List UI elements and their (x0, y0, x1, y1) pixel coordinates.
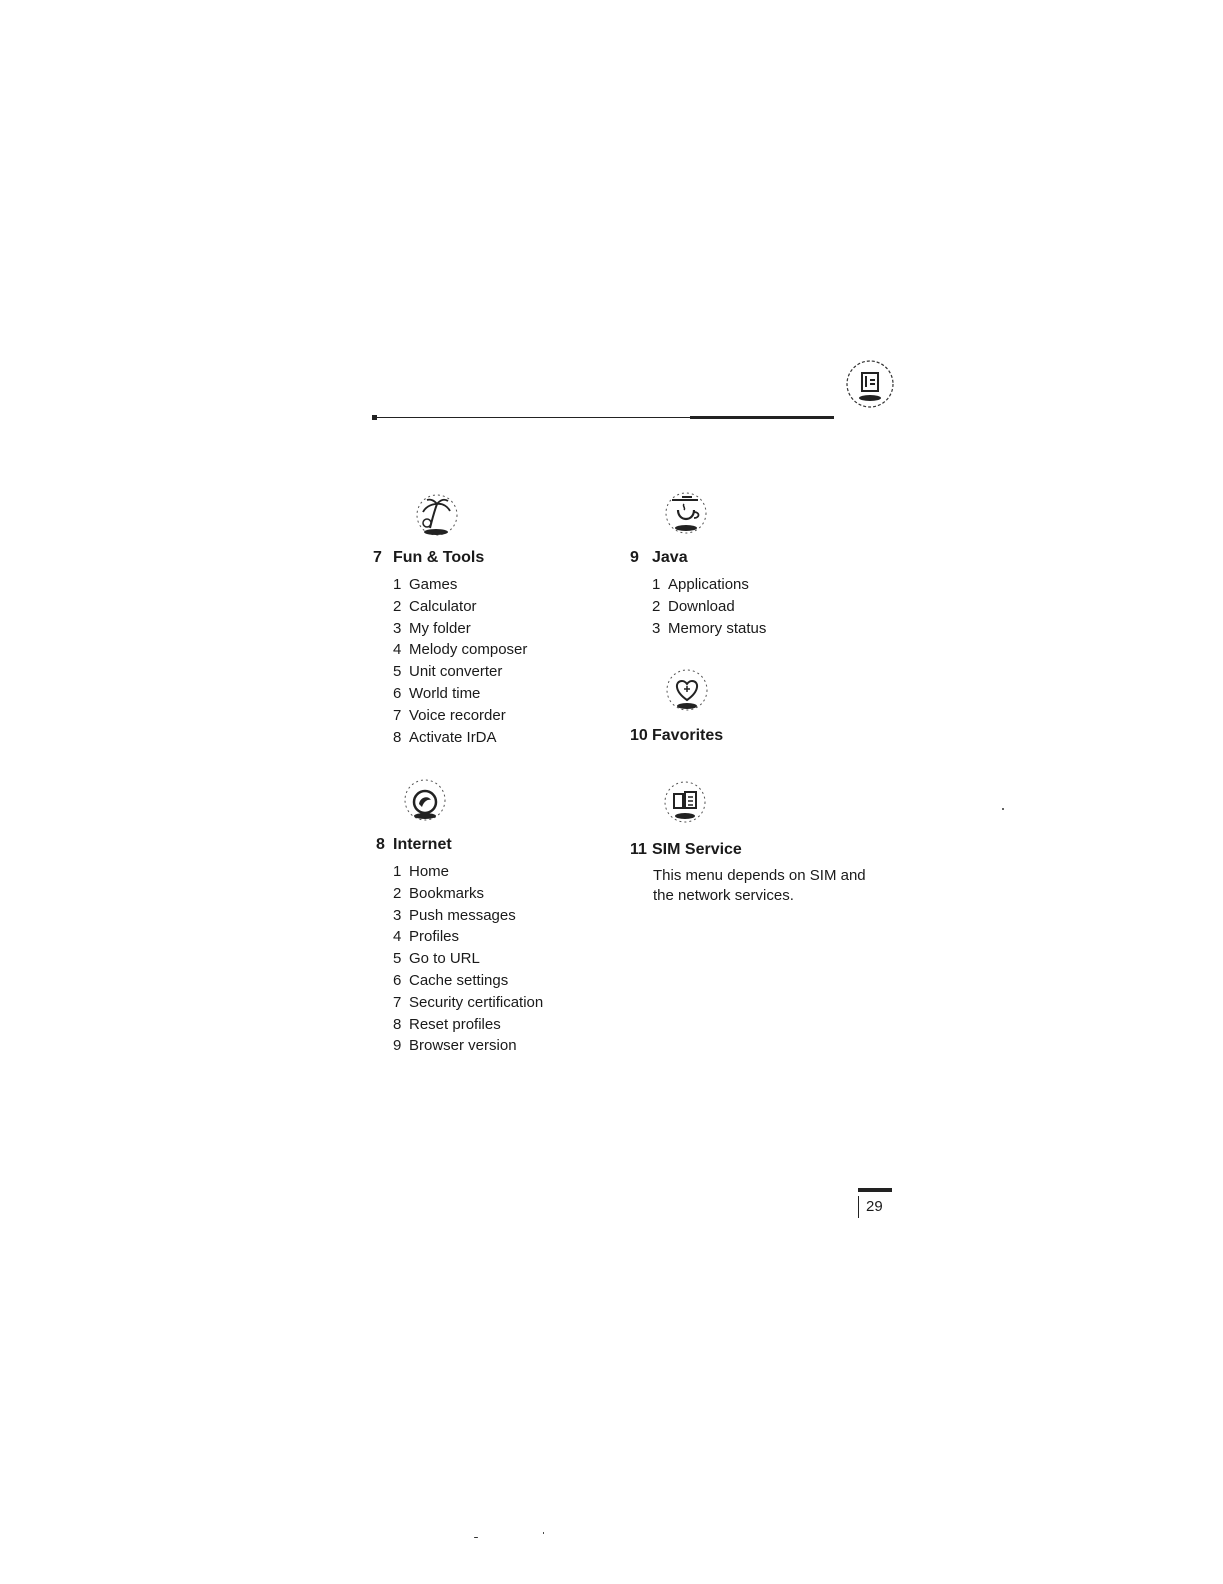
list-item (652, 574, 766, 596)
item-number: 5 (393, 663, 402, 681)
item-number: 2 (393, 884, 402, 902)
item-label: Applications (668, 576, 749, 593)
menu-chapter-icon (842, 356, 898, 412)
item-label: Security certification (409, 993, 544, 1011)
item-label: Cache settings (409, 971, 509, 989)
java-cup-icon (658, 488, 712, 542)
list-item (393, 574, 527, 596)
section-label: Internet (393, 836, 452, 853)
item-number: 7 (393, 993, 402, 1011)
list-item (652, 596, 766, 618)
item-label: World time (409, 684, 481, 702)
item-number: 7 (393, 706, 402, 724)
section-number: 9 (630, 549, 639, 566)
section-title-fun-tools (373, 549, 484, 567)
item-number: 1 (393, 863, 402, 880)
section-title-internet (376, 836, 452, 854)
item-label: Reset profiles (409, 1015, 501, 1033)
list-item (393, 727, 527, 749)
internet-menu-list (393, 861, 543, 1057)
list-item (393, 618, 527, 640)
favorites-heart-icon (660, 664, 714, 718)
scan-speck (474, 1537, 478, 1538)
section-label: Java (652, 549, 688, 566)
item-number: 2 (393, 597, 402, 615)
sim-card-icon (658, 776, 712, 830)
item-label: Memory status (668, 619, 767, 637)
scan-speck (1002, 808, 1004, 810)
item-label: Download (668, 597, 735, 615)
list-item (393, 970, 543, 992)
page-number-bar (858, 1188, 892, 1192)
item-label: Voice recorder (409, 706, 506, 724)
item-label: Bookmarks (409, 884, 485, 902)
list-item (393, 861, 543, 883)
item-number: 9 (393, 1037, 402, 1055)
item-number: 3 (393, 619, 402, 637)
item-number: 6 (393, 971, 402, 989)
section-title-sim-service (630, 841, 742, 859)
list-item (393, 596, 527, 618)
item-number: 1 (652, 576, 661, 593)
list-item (393, 905, 543, 927)
item-label: Calculator (409, 597, 477, 615)
section-number: 11 (630, 841, 647, 858)
item-label: Push messages (409, 906, 516, 924)
item-label: Profiles (409, 928, 460, 946)
list-item (652, 618, 766, 640)
list-item (393, 992, 543, 1014)
item-label: Go to URL (409, 950, 480, 968)
item-number: 4 (393, 928, 402, 946)
list-item (393, 1035, 543, 1057)
section-number: 8 (376, 836, 385, 853)
section-number: 7 (373, 549, 382, 566)
item-label: Home (409, 863, 450, 880)
list-item (393, 1014, 543, 1036)
item-number: 2 (652, 597, 661, 615)
section-number: 10 (630, 727, 648, 744)
list-item (393, 683, 527, 705)
page-number-rule (858, 1196, 859, 1218)
list-item (393, 883, 543, 905)
section-label: Fun & Tools (393, 549, 485, 566)
java-menu-list (652, 574, 766, 639)
internet-globe-icon (398, 776, 452, 830)
list-item (393, 926, 543, 948)
list-item (393, 661, 527, 683)
section-label: SIM Service (652, 841, 742, 858)
item-label: Unit converter (409, 663, 503, 681)
item-number: 8 (393, 1015, 402, 1033)
item-number: 6 (393, 684, 402, 702)
palm-tree-icon (410, 490, 464, 544)
scan-speck (543, 1532, 544, 1534)
section-label: Favorites (652, 727, 724, 744)
item-label: Activate IrDA (409, 728, 497, 746)
fun-tools-menu-list (393, 574, 527, 748)
page-number: 29 (866, 1198, 883, 1215)
header-rule-accent (690, 416, 834, 419)
item-number: 3 (652, 619, 661, 637)
section-title-java (630, 549, 688, 567)
list-item (393, 705, 527, 727)
item-number: 3 (393, 906, 402, 924)
sim-service-description: This menu depends on SIM and the network services. (653, 867, 866, 904)
item-number: 4 (393, 641, 402, 659)
list-item (393, 948, 543, 970)
section-title-favorites (630, 727, 723, 745)
item-label: My folder (409, 619, 471, 637)
item-label: Browser version (409, 1037, 517, 1055)
item-label: Games (409, 576, 458, 593)
item-number: 8 (393, 728, 402, 746)
item-number: 1 (393, 576, 402, 593)
list-item (393, 639, 527, 661)
item-number: 5 (393, 950, 402, 968)
item-label: Melody composer (409, 641, 528, 659)
